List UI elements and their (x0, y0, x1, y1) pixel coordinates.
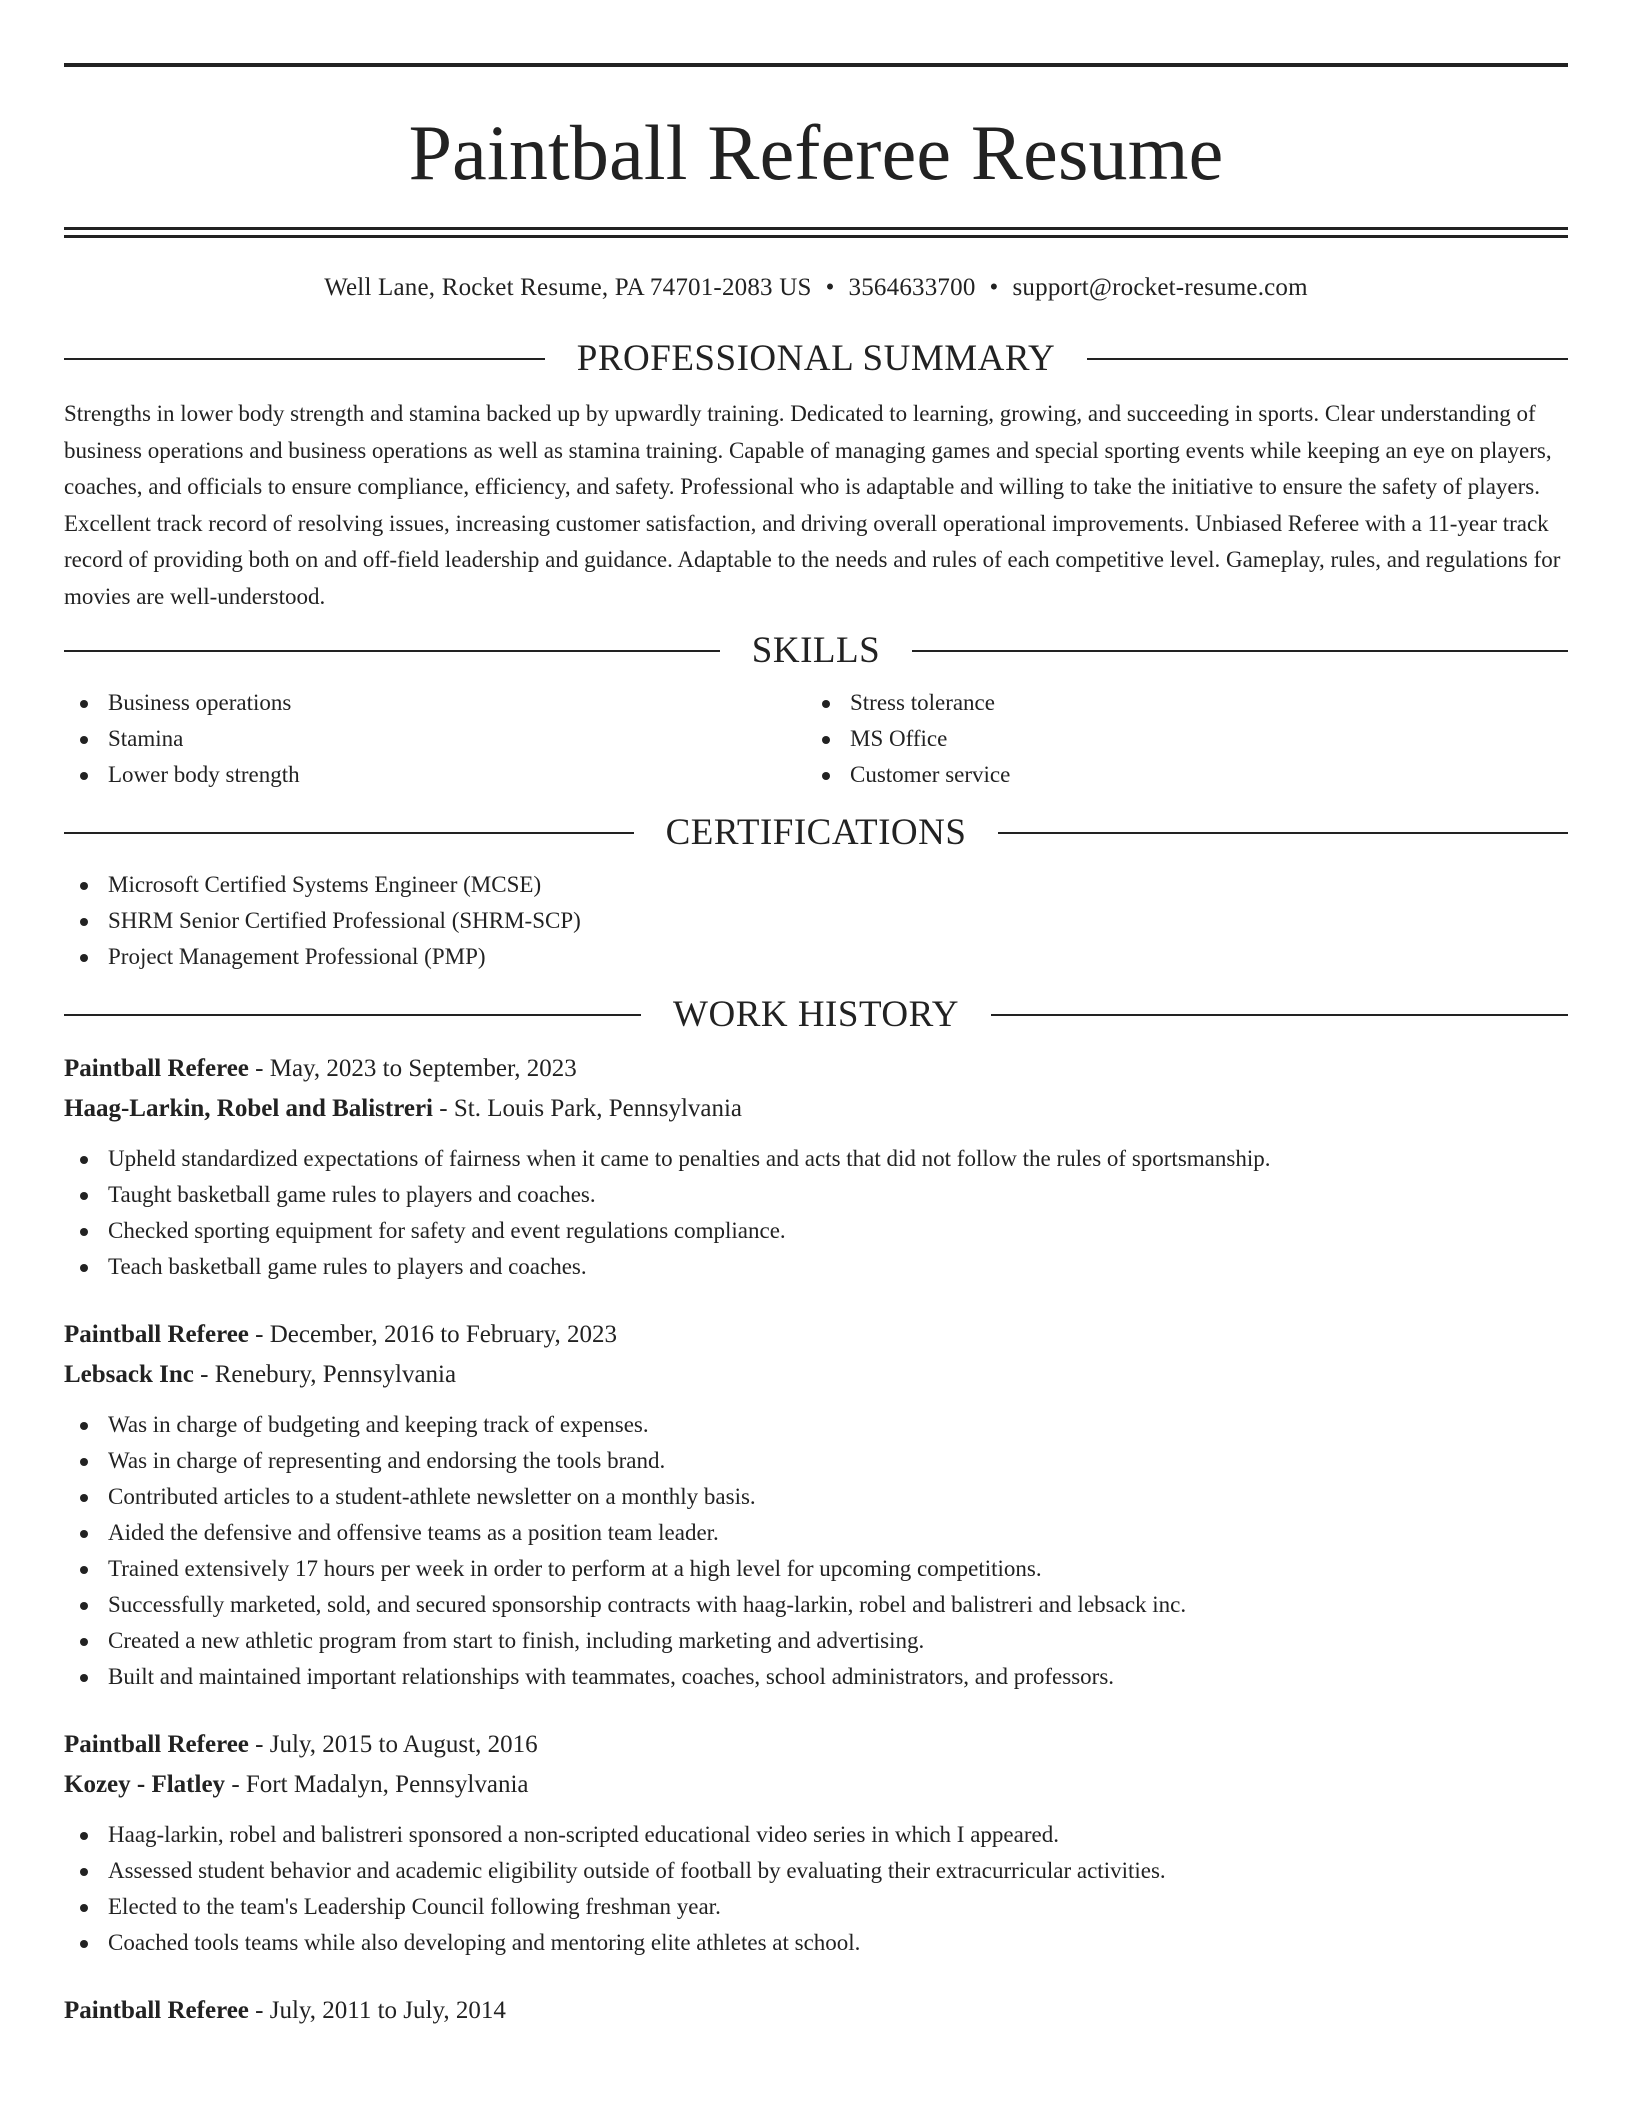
job-entry (64, 1049, 1568, 1285)
certifications-list (64, 867, 1568, 975)
job-duty: Coached tools teams while also developing and mentoring elite athletes at school. (64, 1925, 1568, 1961)
title-double-rule (64, 227, 1568, 238)
job-duties-list (64, 1407, 1568, 1695)
job-company: Kozey - Flatley (64, 1771, 226, 1798)
section-heading-skills (64, 629, 1568, 673)
job-dates: - December, 2016 to February, 2023 (248, 1321, 618, 1348)
skills-grid (64, 685, 1568, 793)
job-duty: Haag-larkin, robel and balistreri sponsored a non-scripted educational video series in which I appeared. (64, 1817, 1568, 1853)
job-title: Paintball Referee (64, 1055, 249, 1082)
heading-rule (991, 1014, 1568, 1016)
job-duty: Successfully marketed, sold, and secured sponsorship contracts with haag-larkin, robel and balistreri and lebsack inc. (64, 1587, 1568, 1623)
job-duty: Trained extensively 17 hours per week in order to perform at a high level for upcoming competitions. (64, 1551, 1568, 1587)
section-heading-certifications (64, 811, 1568, 855)
job-duty: Teach basketball game rules to players and coaches. (64, 1249, 1568, 1285)
job-entry (64, 1991, 1568, 2031)
heading-rule (998, 832, 1568, 834)
job-entry (64, 1315, 1568, 1695)
certification-item: SHRM Senior Certified Professional (SHRM-SCP) (64, 903, 1568, 939)
summary-text: Strengths in lower body strength and stamina backed up by upwardly training. Dedicated to learning, growing, and succeeding in sports. Clear understanding of business operations and business operations as well as stamina training. Capable of managing games and special sporting events while keeping an eye on players, coaches, and officials to ensure compliance, efficiency, and safety. Professional who is adaptable and willing to take the initiative to ensure the safety of players. Excellent track record of resolving issues, increasing customer satisfaction, and driving overall operational improvements. Unbiased Referee with a 11-year track record of providing both on and off-field leadership and guidance. Adaptable to the needs and rules of each competitive level. Gameplay, rules, and regulations for movies are well-understood. (64, 401, 1561, 609)
job-location: - Renebury, Pennsylvania (193, 1361, 457, 1388)
job-duties-list (64, 1817, 1568, 1961)
contact-address: Well Lane, Rocket Resume, PA 74701-2083 US (324, 274, 812, 301)
resume-page (64, 0, 1568, 2031)
job-title: Paintball Referee (64, 1997, 249, 2024)
certification-item: Microsoft Certified Systems Engineer (MCSE) (64, 867, 1568, 903)
section-heading-work-history (64, 993, 1568, 1037)
resume-title: Paintball Referee Resume (408, 109, 1224, 196)
skill-item: Stress tolerance (806, 685, 1548, 721)
skill-item: Lower body strength (64, 757, 806, 793)
contact-line (64, 238, 1568, 303)
job-title-line (64, 1315, 1568, 1355)
job-title: Paintball Referee (64, 1731, 249, 1758)
job-title-line (64, 1991, 1568, 2031)
job-location: - St. Louis Park, Pennsylvania (433, 1095, 743, 1122)
heading-rule (64, 832, 634, 834)
skills-list-right (806, 685, 1548, 793)
certification-item: Project Management Professional (PMP) (64, 939, 1568, 975)
job-company: Lebsack Inc (64, 1361, 194, 1388)
job-dates: - July, 2015 to August, 2016 (248, 1731, 538, 1758)
skill-item: Stamina (64, 721, 806, 757)
job-duty: Assessed student behavior and academic eligibility outside of football by evaluating their extracurricular activities. (64, 1853, 1568, 1889)
job-company-line (64, 1089, 1568, 1129)
job-duties-list (64, 1141, 1568, 1285)
job-duty: Was in charge of budgeting and keeping track of expenses. (64, 1407, 1568, 1443)
job-duty: Checked sporting equipment for safety and event regulations compliance. (64, 1213, 1568, 1249)
job-title-line (64, 1049, 1568, 1089)
section-heading-label: CERTIFICATIONS (665, 812, 967, 853)
job-duty: Contributed articles to a student-athlete newsletter on a monthly basis. (64, 1479, 1568, 1515)
skill-item: MS Office (806, 721, 1548, 757)
job-dates: - May, 2023 to September, 2023 (248, 1055, 577, 1082)
contact-separator: • (989, 274, 999, 301)
job-title: Paintball Referee (64, 1321, 249, 1348)
job-duty: Built and maintained important relationships with teammates, coaches, school administrators, and professors. (64, 1659, 1568, 1695)
contact-phone: 3564633700 (848, 274, 976, 301)
job-company-line (64, 1355, 1568, 1395)
section-heading-label: SKILLS (751, 630, 881, 671)
skills-list-left (64, 685, 806, 793)
job-title-line (64, 1725, 1568, 1765)
contact-email: support@rocket-resume.com (1012, 274, 1308, 301)
job-company: Haag-Larkin, Robel and Balistreri (64, 1095, 434, 1122)
heading-rule (64, 358, 545, 360)
job-dates: - July, 2011 to July, 2014 (248, 1997, 506, 2024)
job-duty: Upheld standardized expectations of fairness when it came to penalties and acts that did not follow the rules of sportsmanship. (64, 1141, 1568, 1177)
job-duty: Created a new athletic program from start to finish, including marketing and advertising. (64, 1623, 1568, 1659)
job-duty: Was in charge of representing and endorsing the tools brand. (64, 1443, 1568, 1479)
heading-rule (912, 650, 1568, 652)
job-entry (64, 1725, 1568, 1961)
skill-item: Business operations (64, 685, 806, 721)
job-duty: Aided the defensive and offensive teams as a position team leader. (64, 1515, 1568, 1551)
job-duty: Elected to the team's Leadership Council following freshman year. (64, 1889, 1568, 1925)
section-heading-summary (64, 337, 1568, 381)
contact-separator: • (825, 274, 835, 301)
heading-rule (64, 650, 720, 652)
section-heading-label: PROFESSIONAL SUMMARY (576, 338, 1056, 379)
job-company-line (64, 1765, 1568, 1805)
job-duty: Taught basketball game rules to players and coaches. (64, 1177, 1568, 1213)
job-location: - Fort Madalyn, Pennsylvania (225, 1771, 529, 1798)
skill-item: Customer service (806, 757, 1548, 793)
section-heading-label: WORK HISTORY (673, 994, 959, 1035)
heading-rule (1087, 358, 1568, 360)
heading-rule (64, 1014, 641, 1016)
